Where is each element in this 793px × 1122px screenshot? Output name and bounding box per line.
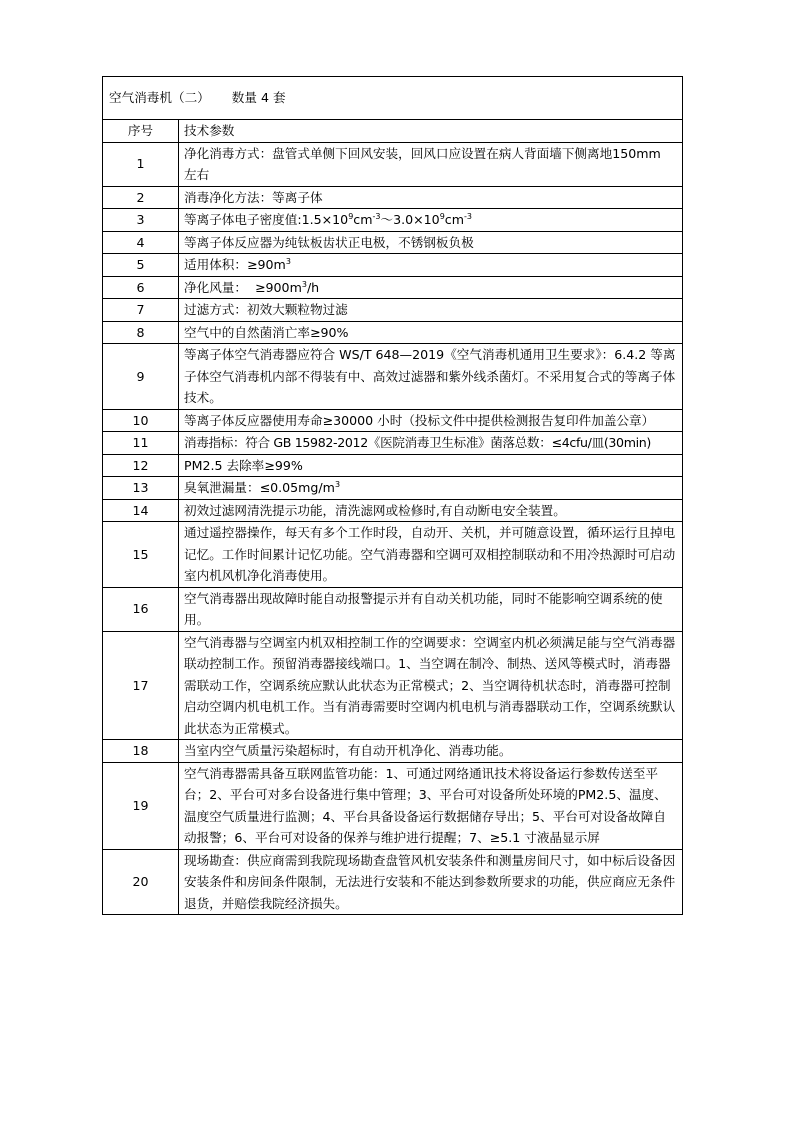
row-index: 8 (103, 321, 179, 344)
row-index: 7 (103, 299, 179, 322)
row-text: 通过遥控器操作，每天有多个工作时段，自动开、关机，并可随意设置，循环运行且掉电记忆。工作时间累计记忆功能。空气消毒器和空调可双相控制联动和不用冷热源时可启动室内机风机净化消毒使用。 (179, 522, 683, 588)
table-row (103, 587, 683, 631)
row-text: 消毒净化方法：等离子体 (179, 186, 683, 209)
row-text: 等离子体空气消毒器应符合 WS/T 648—2019《空气消毒机通用卫生要求》：6.4.2 等离子体空气消毒机内部不得装有中、高效过滤器和紫外线杀菌灯。不采用复合式的等离子体技术。 (179, 344, 683, 410)
row-text: 等离子体反应器使用寿命≥30000 小时（投标文件中提供检测报告复印件加盖公章） (179, 409, 683, 432)
row-index: 9 (103, 344, 179, 410)
table-row (103, 231, 683, 254)
table-row (103, 186, 683, 209)
row-index: 17 (103, 631, 179, 740)
row-index: 16 (103, 587, 179, 631)
row-text: 适用体积：$\ge 90m^3$ (179, 254, 683, 277)
row-index: 12 (103, 454, 179, 477)
row-text: 过滤方式：初效大颗粒物过滤 (179, 299, 683, 322)
table-row (103, 477, 683, 500)
spec-table (102, 76, 683, 915)
spec-page (102, 76, 682, 915)
table-row (103, 344, 683, 410)
row-text: 消毒指标：符合 GB 15982-2012《医院消毒卫生标准》菌落总数：≤4cfu/皿(30min) (179, 432, 683, 455)
row-text: 现场勘查：供应商需到我院现场勘查盘管风机安装条件和测量房间尺寸，如中标后设备因安装条件和房间条件限制，无法进行安装和不能达到参数所要求的功能，供应商应无条件退货，并赔偿我院经济损失。 (179, 849, 683, 915)
table-row (103, 740, 683, 763)
row-text: 空气消毒器需具备互联网监管功能：1、可通过网络通讯技术将设备运行参数传送至平台；2、平台可对多台设备进行集中管理；3、平台可对设备所处环境的PM2.5、温度、温度空气质量进行监测；4、平台具备设备运行数据储存导出；5、平台可对设备故障自动报警；6、平台可对设备的保养与维护进行提醒；7、≥5.1 寸液晶显示屏 (179, 762, 683, 849)
table-caption (103, 77, 683, 120)
row-text: PM2.5 去除率≥99% (179, 454, 683, 477)
table-row (103, 276, 683, 299)
row-index: 15 (103, 522, 179, 588)
row-index: 5 (103, 254, 179, 277)
row-index: 1 (103, 142, 179, 186)
row-text: 空气消毒器出现故障时能自动报警提示并有自动关机功能，同时不能影响空调系统的使用。 (179, 587, 683, 631)
table-row (103, 209, 683, 232)
row-text: 空气中的自然菌消亡率≥90% (179, 321, 683, 344)
row-index: 20 (103, 849, 179, 915)
table-row (103, 499, 683, 522)
device-quantity: 数量 4 套 (231, 90, 286, 106)
table-row (103, 321, 683, 344)
table-row (103, 299, 683, 322)
table-row (103, 849, 683, 915)
header-params: 技术参数 (179, 120, 683, 143)
row-index: 3 (103, 209, 179, 232)
table-row (103, 409, 683, 432)
row-index: 4 (103, 231, 179, 254)
device-name: 空气消毒机（二） (109, 90, 210, 106)
row-text: 初效过滤网清洗提示功能，清洗滤网或检修时,有自动断电安全装置。 (179, 499, 683, 522)
row-index: 6 (103, 276, 179, 299)
row-index: 19 (103, 762, 179, 849)
header-row (103, 120, 683, 143)
table-row (103, 762, 683, 849)
row-text: 净化风量： $\ge 900m^3/h$ (179, 276, 683, 299)
row-text: 臭氧泄漏量：$\le 0.05mg/m^3$ (179, 477, 683, 500)
row-text: 等离子体反应器为纯钛板齿状正电极，不锈钢板负极 (179, 231, 683, 254)
row-index: 11 (103, 432, 179, 455)
row-index: 2 (103, 186, 179, 209)
row-index: 10 (103, 409, 179, 432)
row-text: 空气消毒器与空调室内机双相控制工作的空调要求：空调室内机必须满足能与空气消毒器联动控制工作。预留消毒器接线端口。1、当空调在制冷、制热、送风等模式时，消毒器需联动工作，空调系统应默认此状态为正常模式；2、当空调待机状态时，消毒器可控制启动空调内机电机工作。当有消毒需要时空调内机电机与消毒器联动工作，空调系统默认此状态为正常模式。 (179, 631, 683, 740)
table-row (103, 631, 683, 740)
row-text: 当室内空气质量污染超标时，有自动开机净化、消毒功能。 (179, 740, 683, 763)
caption-row (103, 77, 683, 120)
row-index: 13 (103, 477, 179, 500)
table-row (103, 454, 683, 477)
table-row (103, 522, 683, 588)
row-index: 14 (103, 499, 179, 522)
table-row (103, 254, 683, 277)
header-index: 序号 (103, 120, 179, 143)
table-row (103, 142, 683, 186)
row-index: 18 (103, 740, 179, 763)
row-text: 等离子体电子密度值$:1.5\times 10^9cm^{-3}\sim 3.0\times 10^9cm^{-3}$ (179, 209, 683, 232)
row-text: 净化消毒方式：盘管式单侧下回风安装，回风口应设置在病人背面墙下侧离地150mm 左右 (179, 142, 683, 186)
table-row (103, 432, 683, 455)
